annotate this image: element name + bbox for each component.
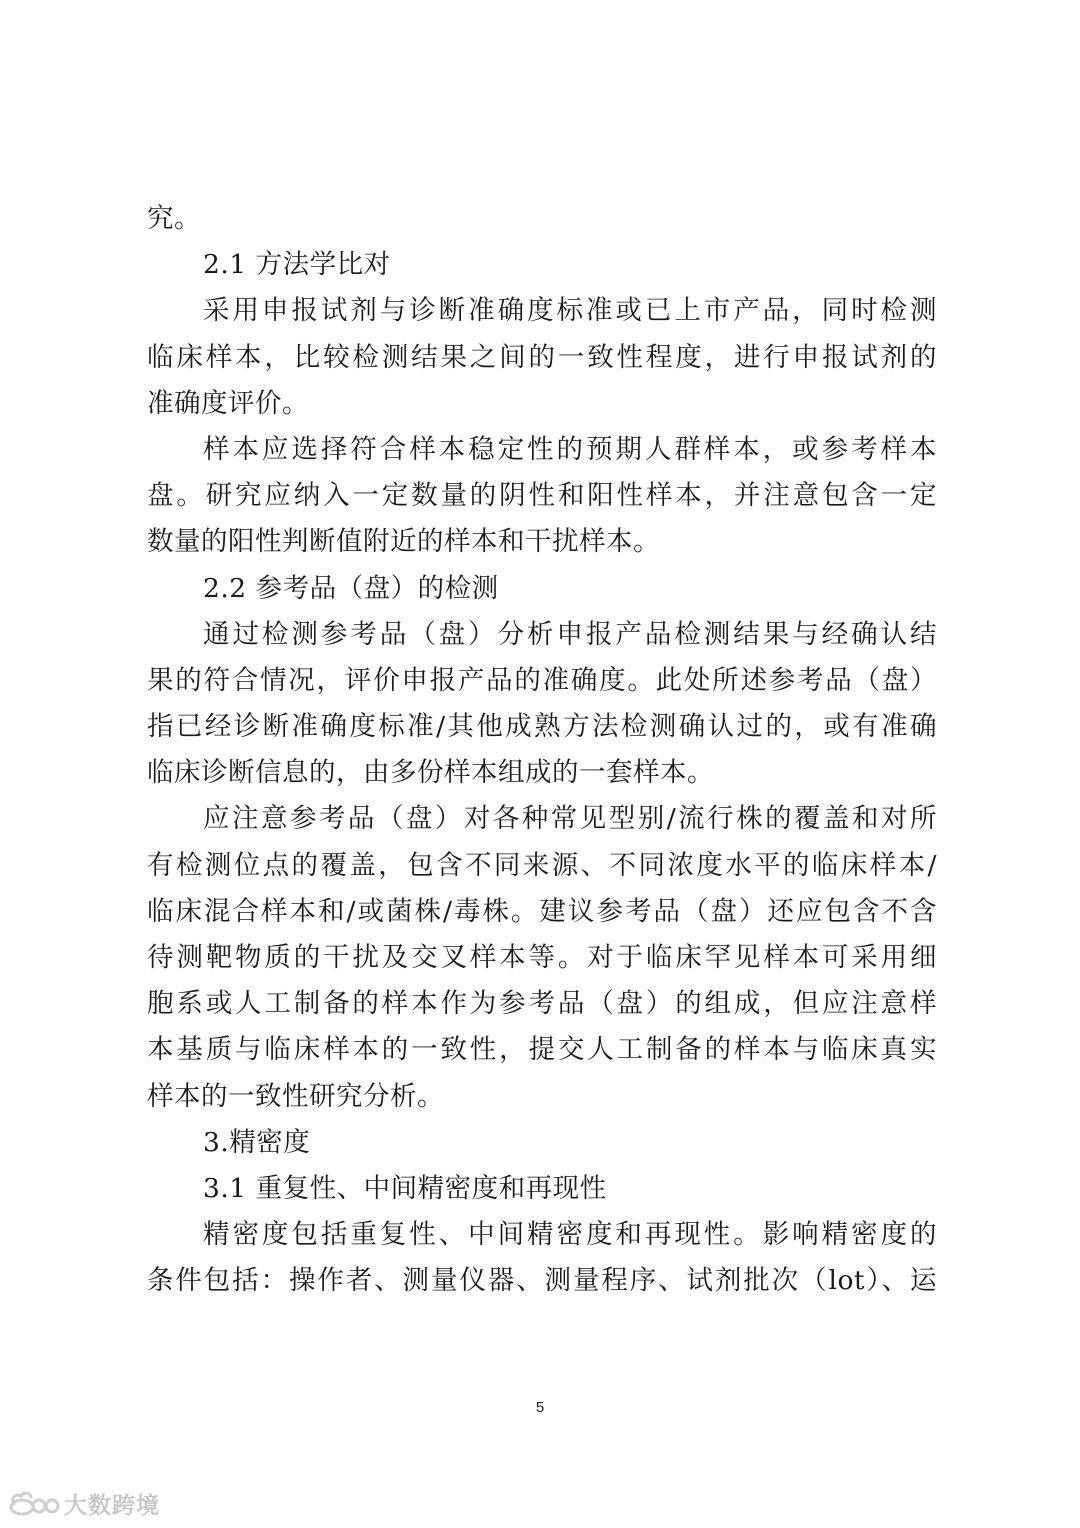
text-line: 样本的一致性研究分析。: [147, 1080, 444, 1112]
text-line: 临床诊断信息的，由多份样本组成的一套样本。: [147, 757, 714, 789]
text-line: 数量的阳性判断值附近的样本和干扰样本。: [147, 526, 660, 558]
text-line: 准确度评价。: [147, 387, 309, 419]
text-line: 3.精密度: [203, 1126, 311, 1158]
text-line: 胞系或人工制备的样本作为参考品（盘）的组成，但应注意样: [147, 988, 937, 1020]
text-line: 应注意参考品（盘）对各种常见型别/流行株的覆盖和对所: [203, 803, 937, 835]
text-line: 临床样本，比较检测结果之间的一致性程度，进行申报试剂的: [147, 341, 937, 373]
text-line: 条件包括：操作者、测量仪器、测量程序、试剂批次（lot）、运: [147, 1265, 937, 1297]
weibo-logo-icon: [6, 1488, 60, 1518]
page-number: 5: [535, 1399, 545, 1416]
text-line: 有检测位点的覆盖，包含不同来源、不同浓度水平的临床样本/: [147, 849, 937, 881]
text-line: 果的符合情况，评价申报产品的准确度。此处所述参考品（盘）: [147, 664, 937, 696]
text-line: 待测靶物质的干扰及交叉样本等。对于临床罕见样本可采用细: [147, 942, 937, 973]
text-line: 盘。研究应纳入一定数量的阴性和阳性样本，并注意包含一定: [147, 480, 937, 512]
text-line: 2.2 参考品（盘）的检测: [203, 572, 499, 604]
text-line: 通过检测参考品（盘）分析申报产品检测结果与经确认结: [203, 618, 937, 650]
text-line: 究。: [147, 203, 201, 234]
text-line: 指已经诊断准确度标准/其他成熟方法检测确认过的，或有准确: [147, 711, 937, 743]
text-line: 精密度包括重复性、中间精密度和再现性。影响精密度的: [203, 1219, 937, 1251]
text-line: 2.1 方法学比对: [203, 249, 391, 281]
text-line: 3.1 重复性、中间精密度和再现性: [203, 1172, 607, 1204]
text-line: 采用申报试剂与诊断准确度标准或已上市产品，同时检测: [203, 295, 937, 327]
text-line: 样本应选择符合样本稳定性的预期人群样本，或参考样本: [203, 433, 937, 465]
watermark-text: 大数跨境: [64, 1492, 160, 1519]
watermark: [6, 1486, 160, 1520]
document-body: [147, 196, 937, 1305]
text-line: 临床混合样本和/或菌株/毒株。建议参考品（盘）还应包含不含: [147, 895, 937, 927]
text-line: 本基质与临床样本的一致性，提交人工制备的样本与临床真实: [147, 1034, 937, 1066]
